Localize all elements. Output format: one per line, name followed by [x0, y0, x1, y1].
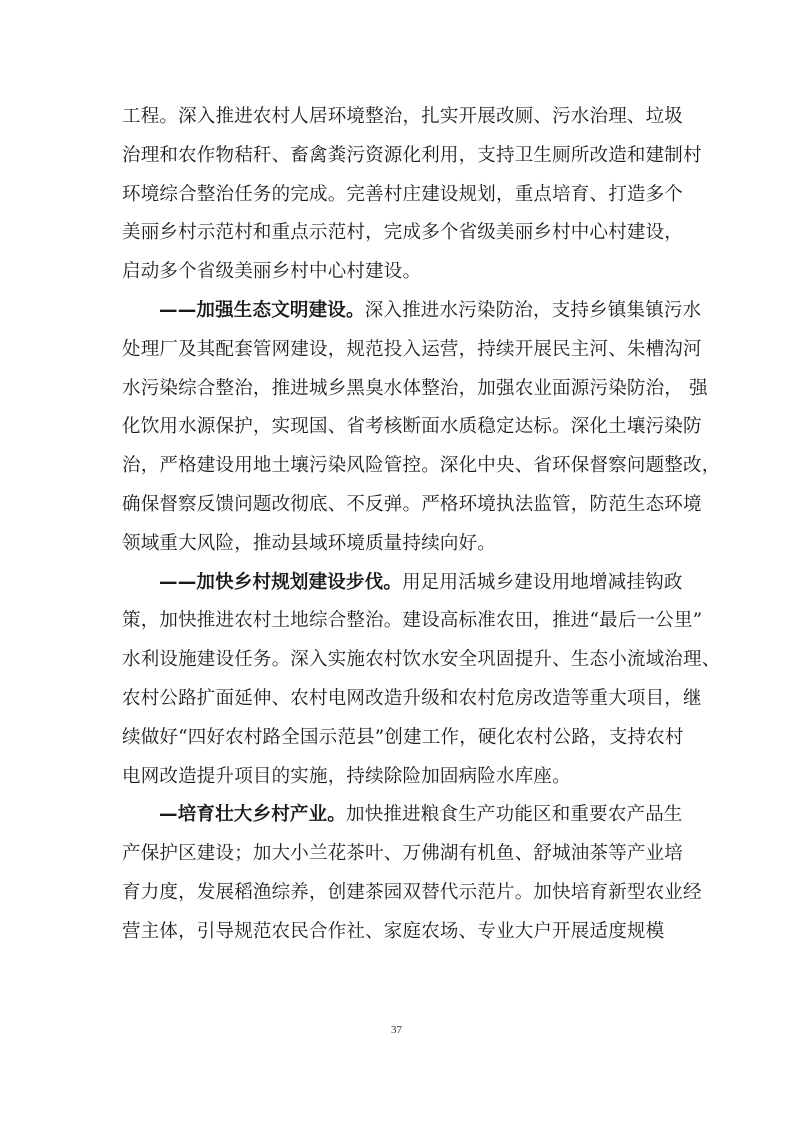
page-number: 37 — [391, 1024, 402, 1036]
text-line: 续做好“四好农村路全国示范县”创建工作，硬化农村公路，支持农村 — [122, 726, 684, 748]
text-line: 化饮用水源保护，实现国、省考核断面水质稳定达标。深化土壤污染防 — [122, 416, 702, 438]
section-heading: —培育壮大乡村产业。 — [159, 804, 347, 826]
text-line: 美丽乡村示范村和重点示范村，完成多个省级美丽乡村中心村建设， — [122, 222, 684, 244]
section-heading: ——加强生态文明建设。 — [159, 299, 365, 321]
body-text — [122, 98, 721, 952]
paragraph-first-line — [122, 796, 682, 835]
section-heading: ——加快乡村规划建设步伐。 — [159, 571, 403, 593]
text-line: 环境综合整治任务的完成。完善村庄建设规划，重点培育、打造多个 — [122, 183, 684, 205]
text-line: 处理厂及其配套管网建设，规范投入运营，持续开展民主河、朱槽沟河 — [122, 338, 702, 360]
text-line: 农村公路扩面延伸、农村电网改造升级和农村危房改造等重大项目，继 — [122, 687, 702, 709]
paragraph-first-line — [122, 292, 702, 331]
text-line: 启动多个省级美丽乡村中心村建设。 — [122, 261, 422, 283]
text-line: 营主体，引导规范农民合作社、家庭农场、专业大户开展适度规模 — [122, 920, 665, 942]
text-run: 深入推进水污染防治，支持乡镇集镇污水 — [364, 299, 702, 321]
text-run: 用足用活城乡建设用地增减挂钩政 — [402, 571, 683, 593]
text-line: 确保督察反馈问题改彻底、不反弹。严格环境执法监管，防范生态环境 — [122, 493, 702, 515]
text-line: 水利设施建设任务。深入实施农村饮水安全巩固提升、生态小流域治理、 — [122, 649, 721, 671]
text-line: 育力度，发展稻渔综养，创建茶园双替代示范片。加快培育新型农业经 — [122, 881, 702, 903]
text-line: 策，加快推进农村土地综合整治。建设高标准农田，推进“最后一公里” — [122, 610, 703, 632]
text-line: 治理和农作物秸秆、畜禽粪污资源化利用，支持卫生厕所改造和建制村 — [122, 144, 702, 166]
text-line: 产保护区建设；加大小兰花茶叶、万佛湖有机鱼、舒城油茶等产业培 — [122, 843, 684, 865]
text-line: 工程。深入推进农村人居环境整治，扎实开展改厕、污水治理、垃圾 — [122, 106, 684, 127]
text-line: 水污染综合整治，推进城乡黑臭水体整治，加强农业面源污染防治， 强 — [122, 377, 708, 399]
paragraph-first-line — [122, 564, 682, 603]
text-line: 治，严格建设用地土壤污染风险管控。深化中央、省环保督察问题整改， — [122, 455, 721, 477]
text-run: 加快推进粮食生产功能区和重要农产品生 — [346, 804, 683, 826]
text-line: 电网改造提升项目的实施，持续除险加固病险水库座。 — [122, 765, 571, 787]
text-line: 领域重大风险，推动县域环境质量持续向好。 — [122, 532, 497, 554]
